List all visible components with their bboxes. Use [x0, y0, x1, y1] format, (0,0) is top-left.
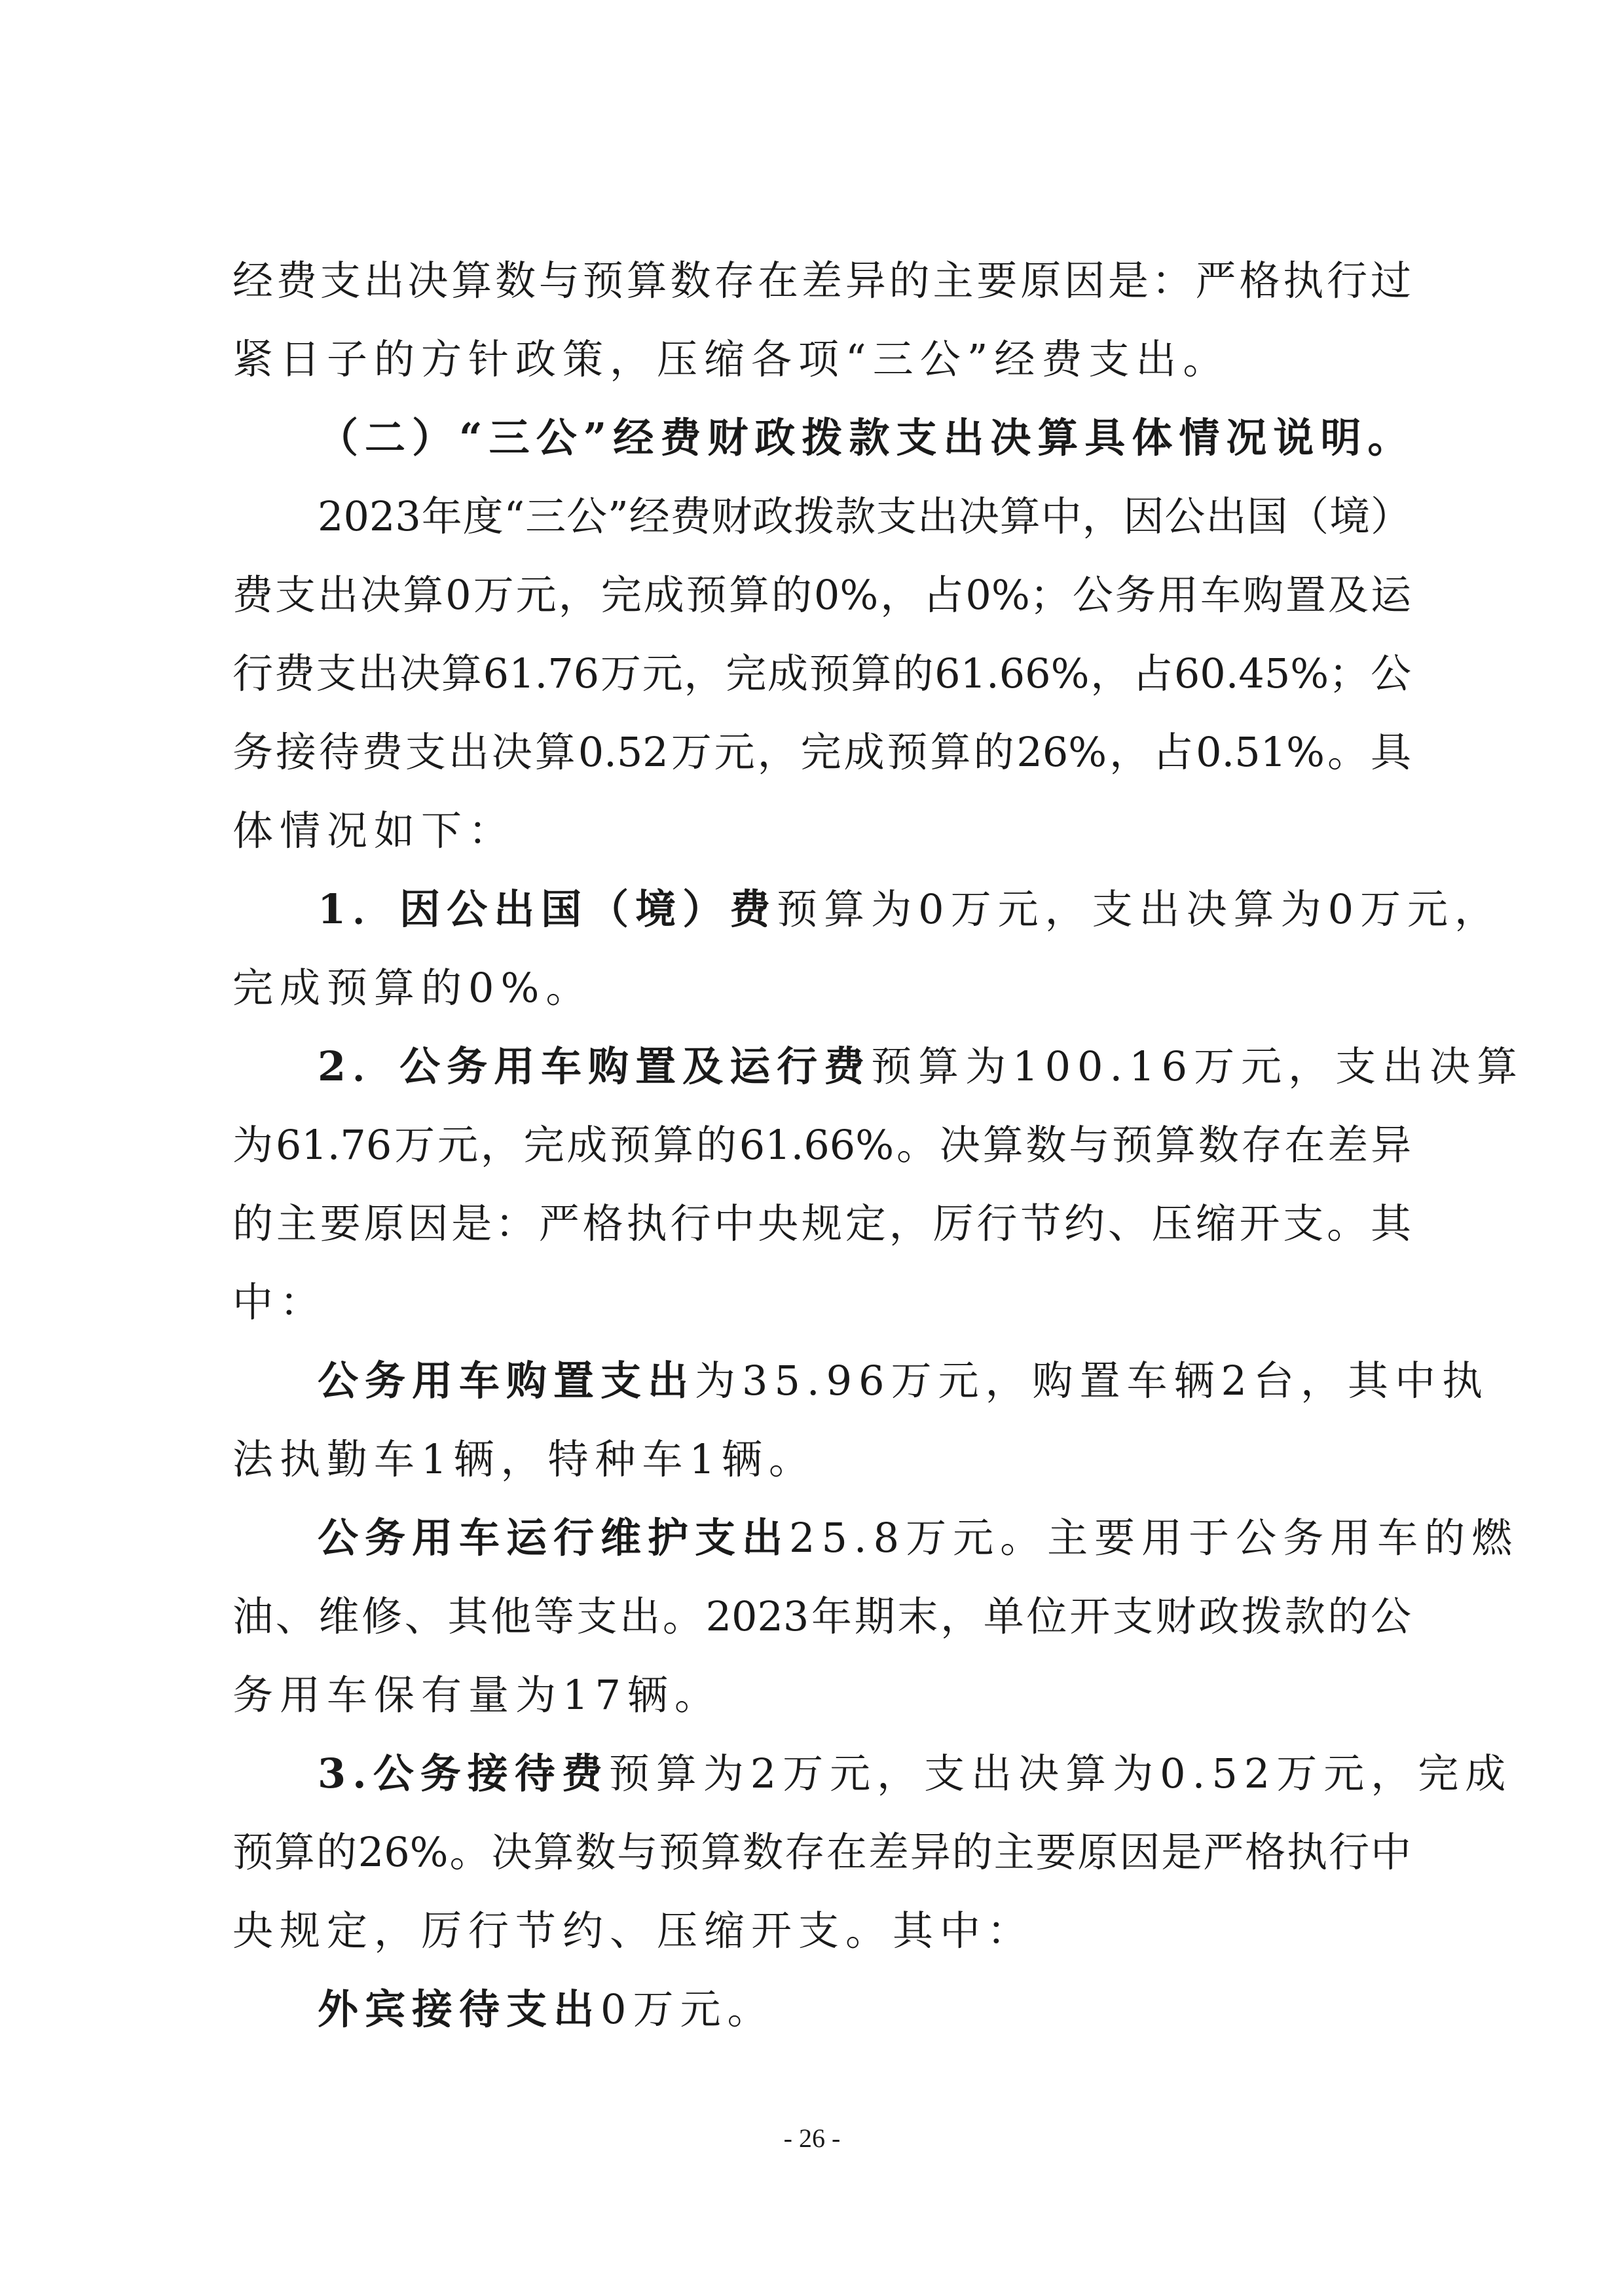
foreign-guest-title: 外宾接待支出: [318, 1985, 601, 2033]
maintenance-title: 公务用车运行维护支出: [318, 1514, 790, 1562]
section-heading: （二）“三公”经费财政拨款支出决算具体情况说明。: [318, 414, 1415, 462]
paragraph-line: 的主要原因是：严格执行中央规定，厉行节约、压缩开支。其: [232, 1200, 1411, 1247]
paragraph-line: 务接待费支出决算0.52万元，完成预算的26%，占0.51%。具: [232, 728, 1411, 776]
purchase-line: [318, 1357, 1489, 1405]
purchase-text: 为35.96万元，购置车辆2台，其中执: [695, 1357, 1489, 1405]
paragraph-line: 油、维修、其他等支出。2023年期末，单位开支财政拨款的公: [232, 1592, 1411, 1640]
paragraph-line: 经费支出决算数与预算数存在差异的主要原因是：严格执行过: [232, 257, 1411, 304]
paragraph-line: 费支出决算0万元，完成预算的0%，占0%；公务用车购置及运: [232, 571, 1411, 619]
item-1-line: [318, 885, 1502, 933]
paragraph-line: 中：: [232, 1278, 327, 1326]
item-3-text: 预算为2万元，支出决算为0.52万元，完成: [608, 1750, 1513, 1797]
purchase-title: 公务用车购置支出: [318, 1357, 695, 1405]
foreign-guest-text: 0万元。: [600, 1985, 775, 2033]
paragraph-line: 为61.76万元，完成预算的61.66%。决算数与预算数存在差异: [232, 1121, 1411, 1169]
item-2-title: 2．公务用车购置及运行费: [318, 1042, 872, 1090]
item-1-text: 预算为0万元，支出决算为0万元，: [777, 885, 1502, 933]
item-3-line: [318, 1750, 1513, 1797]
maintenance-text: 25.8万元。主要用于公务用车的燃: [789, 1514, 1519, 1562]
paragraph-line: 完成预算的0%。: [232, 964, 593, 1012]
paragraph-line: 行费支出决算61.76万元，完成预算的61.66%，占60.45%；公: [232, 650, 1411, 697]
paragraph-line: 央规定，厉行节约、压缩开支。其中：: [232, 1907, 1035, 1955]
maintenance-line: [318, 1514, 1519, 1562]
paragraph-line: 务用车保有量为17辆。: [232, 1671, 722, 1719]
item-2-line: [318, 1042, 1524, 1090]
paragraph-line: 体情况如下：: [232, 807, 516, 854]
item-1-title: 1．因公出国（境）费: [318, 885, 777, 933]
paragraph-line: 预算的26%。决算数与预算数存在差异的主要原因是严格执行中: [232, 1828, 1411, 1876]
page-number: - 26 -: [783, 2123, 841, 2153]
paragraph-line: 2023年度“三公”经费财政拨款支出决算中，因公出国（境）: [318, 492, 1411, 540]
item-3-title: 3.公务接待费: [318, 1750, 609, 1797]
paragraph-line: 紧日子的方针政策，压缩各项“三公”经费支出。: [232, 335, 1230, 383]
paragraph-line: 法执勤车1辆，特种车1辆。: [232, 1435, 816, 1483]
item-2-text: 预算为100.16万元，支出决算: [871, 1042, 1524, 1090]
foreign-guest-line: [318, 1985, 775, 2033]
